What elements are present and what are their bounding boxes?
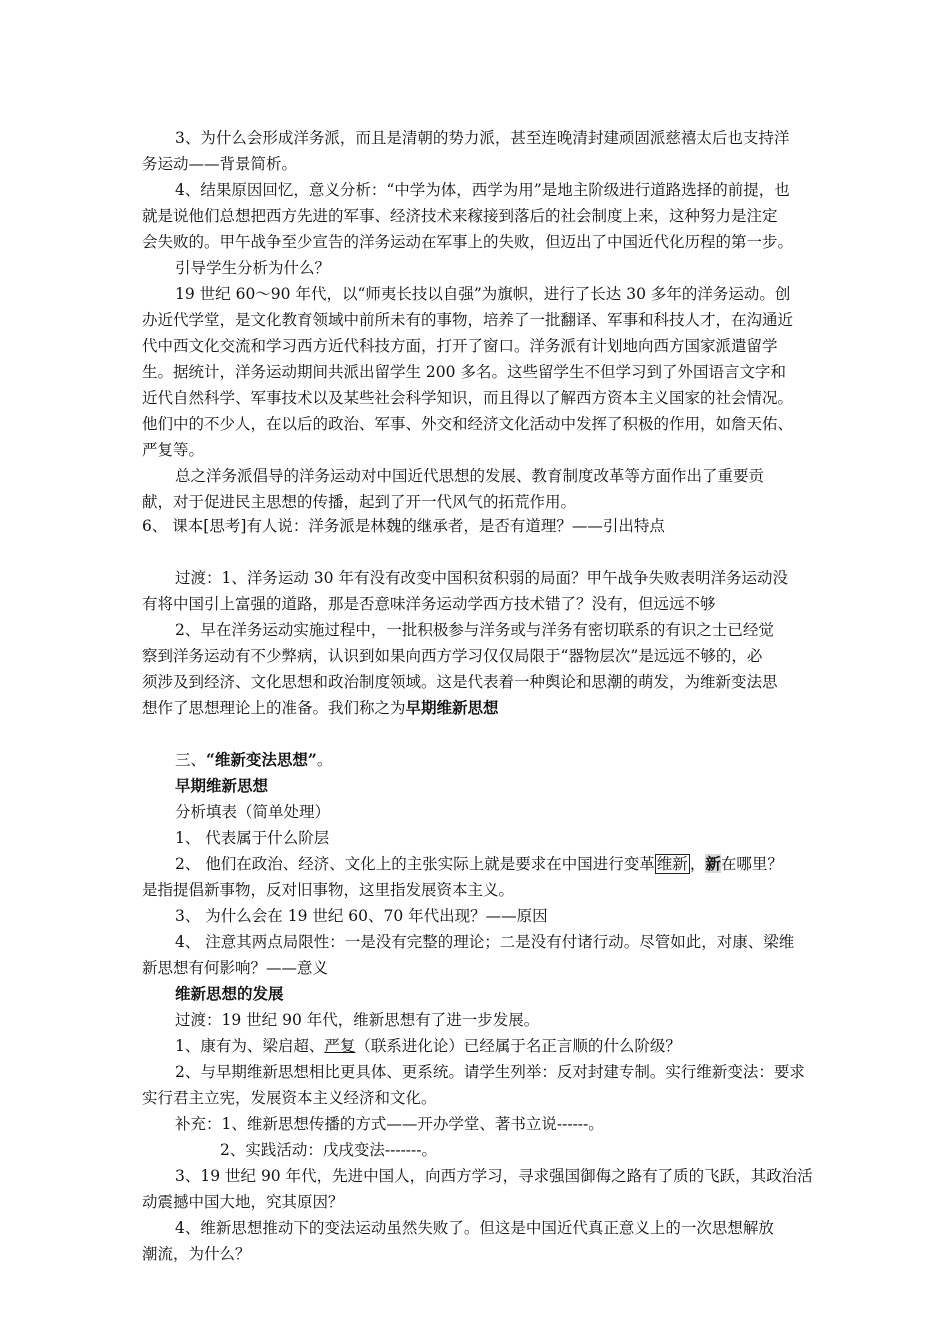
text-run: 想作了思想理论上的准备。我们称之为 xyxy=(142,699,406,717)
paragraph-line: 2、与早期维新思想相比更具体、更系统。请学生列举：反对封建专制。实行维新变法：要求 xyxy=(175,1063,805,1081)
paragraph-line: 4、结果原因回忆，意义分析：“中学为体，西学为用”是地主阶级进行道路选择的前提，也 xyxy=(175,181,790,199)
paragraph-line xyxy=(142,851,865,877)
paragraph-line: 务运动——背景简析。 xyxy=(142,155,298,173)
subheading-reform-development: 维新思想的发展 xyxy=(175,984,284,1003)
paragraph-line: 他们中的不少人，在以后的政治、军事、外交和经济文化活动中发挥了积极的作用，如詹天佑、 xyxy=(142,415,794,433)
paragraph-line: 实行君主立宪，发展资本主义经济和文化。 xyxy=(142,1089,437,1107)
text-run: ， xyxy=(689,855,706,873)
paragraph-line: 4、 注意其两点局限性：一是没有完整的理论；二是没有付诸行动。尽管如此，对康、梁维 xyxy=(175,933,795,951)
text-run: 在哪里？ xyxy=(720,855,783,873)
paragraph-line xyxy=(142,695,832,721)
highlighted-term: 新 xyxy=(705,854,721,873)
paragraph-line: 新思想有何影响？——意义 xyxy=(142,959,329,977)
paragraph-line: 引导学生分析为什么？ xyxy=(175,259,331,277)
paragraph-line: 过渡：19 世纪 90 年代，维新思想有了进一步发展。 xyxy=(175,1011,540,1029)
paragraph-line: 代中西文化交流和学习西方近代科技方面，打开了窗口。洋务派有计划地向西方国家派遣留学 xyxy=(142,337,778,355)
section-punct: 。 xyxy=(316,751,333,769)
section-number: 三、 xyxy=(175,751,207,769)
paragraph-line: 3、19 世纪 90 年代，先进中国人，向西方学习，寻求强国御侮之路有了质的飞跃，其政治活 xyxy=(175,1167,813,1185)
text-run: 2、 他们在政治、经济、文化上的主张实际上就是要求在中国进行变革 xyxy=(175,855,655,873)
paragraph-line: 1、 代表属于什么阶层 xyxy=(175,829,330,847)
paragraph-line: 须涉及到经济、文化思想和政治制度领域。这是代表着一种舆论和思潮的萌发，为维新变法思 xyxy=(142,673,778,691)
paragraph-line: 就是说他们总想把西方先进的军事、经济技术来稼接到落后的社会制度上来，这种努力是注定 xyxy=(142,207,778,225)
paragraph-line: 近代自然科学、军事技术以及某些社会科学知识，而且得以了解西方资本主义国家的社会情况。 xyxy=(142,389,794,407)
paragraph-line: 总之洋务派倡导的洋务运动对中国近代思想的发展、教育制度改革等方面作出了重要贡 xyxy=(175,467,765,485)
paragraph-line: 补充：1、维新思想传播的方式——开办学堂、著书立说------。 xyxy=(175,1115,604,1133)
paragraph-line: 6、 课本[思考]有人说：洋务派是林魏的继承者，是否有道理？——引出特点 xyxy=(142,517,665,535)
paragraph-line: 是指提倡新事物，反对旧事物，这里指发展资本主义。 xyxy=(142,881,515,899)
paragraph-line: 察到洋务运动有不少弊病，认识到如果向西方学习仅仅局限于“器物层次”是远远不够的，必 xyxy=(142,647,763,665)
paragraph-line: 19 世纪 60～90 年代，以“师夷长技以自强”为旗帜，进行了长达 30 多年的洋务运动。创 xyxy=(175,285,791,303)
paragraph-line: 过渡：1、洋务运动 30 年有没有改变中国积贫积弱的局面？甲午战争失败表明洋务运动没 xyxy=(175,569,788,587)
subheading-early-reform: 早期维新思想 xyxy=(175,776,269,795)
paragraph-line: 3、 为什么会在 19 世纪 60、70 年代出现？——原因 xyxy=(175,907,548,925)
paragraph-line: 献，对于促进民主思想的传播，起到了开一代风气的拓荒作用。 xyxy=(142,493,577,511)
paragraph-line: 办近代学堂，是文化教育领域中前所未有的事物，培养了一批翻译、军事和科技人才，在沟通近 xyxy=(142,311,794,329)
paragraph-line: 3、为什么会形成洋务派，而且是清朝的势力派，甚至连晚清封建顽固派慈禧太后也支持洋 xyxy=(175,129,790,147)
paragraph-line: 会失败的。甲午战争至少宣告的洋务运动在军事上的失败，但迈出了中国近代化历程的第一步。 xyxy=(142,233,794,251)
paragraph-line: 2、早在洋务运动实施过程中，一批积极参与洋务或与洋务有密切联系的有识之士已经觉 xyxy=(175,621,774,639)
paragraph-line: 2、实践活动：戊戌变法-------。 xyxy=(220,1141,438,1159)
paragraph-line: 有将中国引上富强的道路，那是否意味洋务运动学西方技术错了？没有，但远远不够 xyxy=(142,595,716,613)
section-title: “维新变法思想” xyxy=(206,750,317,769)
paragraph-line xyxy=(142,1033,865,1059)
underlined-term: 严复 xyxy=(324,1037,356,1055)
text-run: 1、康有为、梁启超、 xyxy=(175,1037,325,1055)
text-run: （联系进化论）已经属于名正言顺的什么阶级？ xyxy=(355,1037,681,1055)
paragraph-line: 动震撼中国大地，究其原因？ xyxy=(142,1193,344,1211)
bold-term: 早期维新思想 xyxy=(405,698,499,717)
boxed-term: 维新 xyxy=(656,855,688,873)
paragraph-line: 4、维新思想推动下的变法运动虽然失败了。但这是中国近代真正意义上的一次思想解放 xyxy=(175,1219,774,1237)
section-heading xyxy=(142,747,865,773)
paragraph-line: 严复等。 xyxy=(142,441,205,459)
paragraph-line: 生。据统计，洋务运动期间共派出留学生 200 多名。这些留学生不但学习到了外国语言文字和 xyxy=(142,363,786,381)
paragraph-line: 分析填表（简单处理） xyxy=(175,803,331,821)
paragraph-line: 潮流，为什么？ xyxy=(142,1245,251,1263)
